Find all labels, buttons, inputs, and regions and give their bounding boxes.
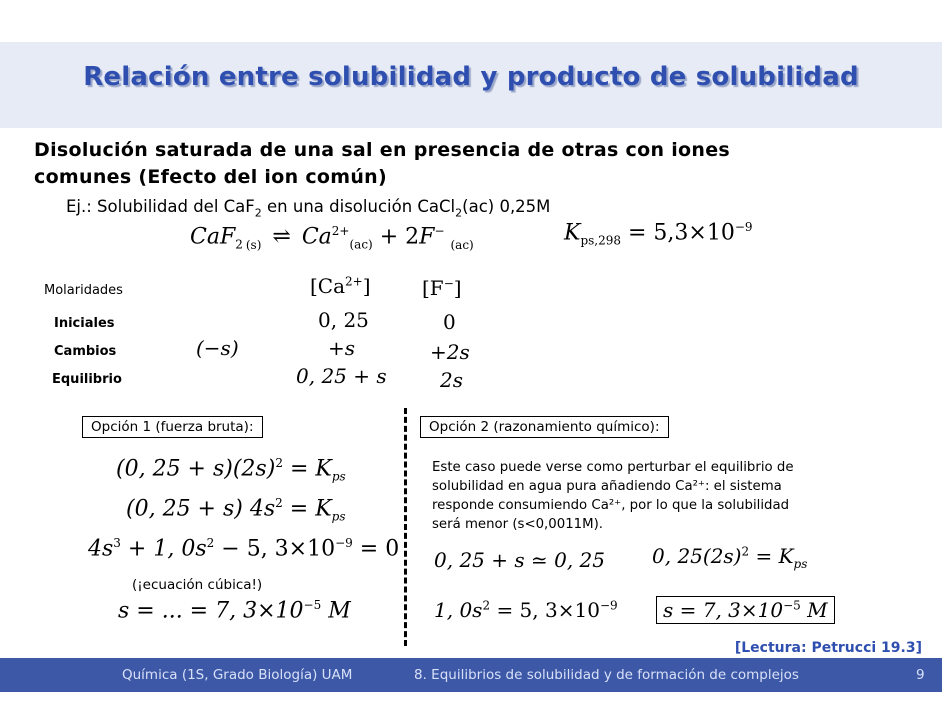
- eq-product-2: F: [419, 224, 435, 250]
- eq-product-1: Ca: [301, 224, 332, 250]
- opt2-eq-b-exp: 2: [482, 598, 491, 613]
- option-2-paragraph: [432, 458, 902, 534]
- footer-course: Química (1S, Grado Biología) UAM: [122, 667, 353, 683]
- example-sub-2: 2: [455, 206, 463, 220]
- opt2-result-unit: M: [807, 598, 828, 622]
- row-label-iniciales: Iniciales: [54, 316, 115, 331]
- row-cambios-solid: (−s): [196, 336, 239, 360]
- eq-product-2-state: (ac): [450, 237, 474, 252]
- opt1-eq1-lhs: (0, 25 + s)(2s): [116, 456, 276, 482]
- col-f-text: [F: [422, 276, 444, 300]
- intro-text: [34, 137, 730, 191]
- eq-product-1-charge: 2+: [331, 224, 350, 238]
- col-ca-text: [Ca: [310, 274, 346, 298]
- opt2-eq-a-lhs: 0, 25(2s): [652, 544, 742, 568]
- intro-line-2: comunes (Efecto del ion común): [34, 166, 387, 188]
- cubic-note: (¡ecuación cúbica!): [132, 577, 263, 593]
- equilibrium-arrow: ⇌: [272, 224, 291, 250]
- option-1-label: Opción 1 (fuerza bruta):: [82, 416, 263, 438]
- opt2-result-exp: −5: [783, 598, 801, 613]
- opt1-eq2-lhs: (0, 25 + s) 4s: [126, 496, 276, 522]
- footer-topic: 8. Equilibrios de solubilidad y de formación de complejos: [414, 667, 799, 683]
- intro-line-1: Disolución saturada de una sal en presencia de otras con iones: [34, 139, 730, 161]
- ksp-exp: −9: [734, 220, 753, 234]
- col-ca-charge: 2+: [345, 274, 363, 289]
- opt1-eq3-d: = 0: [352, 536, 400, 562]
- opt1-eq1-exp: 2: [275, 456, 283, 470]
- opt1-eq3-c-exp: −9: [335, 536, 353, 550]
- opt1-result-text: s = ... = 7, 3×10: [118, 598, 304, 624]
- opt2-eq-a-sub: ps: [793, 557, 808, 571]
- option-2-eq-b: [434, 598, 618, 622]
- equilibrium-equation: [190, 224, 474, 252]
- footer-bar: [0, 658, 942, 692]
- ksp-value: = 5,3×10: [628, 220, 735, 246]
- column-divider: [404, 408, 407, 646]
- example-prefix: Ej.: Solubilidad del CaF: [66, 197, 255, 216]
- opt1-eq3-c: − 5, 3×10: [214, 536, 336, 562]
- opt1-eq1-sub: ps: [331, 469, 346, 484]
- eq-product-2-charge: −: [434, 224, 445, 238]
- option-2-eq-a: [652, 544, 807, 571]
- row-cambios-f: +2s: [430, 340, 470, 364]
- opt2-result-text: s = 7, 3×10: [663, 598, 784, 622]
- opt2-eq-b-rhs: = 5, 3×10: [496, 598, 600, 622]
- footer-page-number: 9: [916, 667, 925, 683]
- example-suffix: (ac) 0,25M: [462, 197, 551, 216]
- opt1-eq2-exp: 2: [275, 496, 283, 510]
- eq-product-1-state: (ac): [349, 237, 373, 252]
- opt1-result-unit: M: [328, 598, 351, 624]
- example-sub-1: 2: [254, 206, 262, 220]
- eq-plus-coef: + 2: [379, 224, 420, 250]
- row-equilibrio-ca: 0, 25 + s: [296, 364, 387, 388]
- row-cambios-ca: +s: [328, 336, 356, 360]
- example-line: [66, 197, 550, 219]
- para-line-1: Este caso puede verse como perturbar el equilibrio de: [432, 460, 794, 475]
- option-1-eq-1: [116, 456, 346, 484]
- row-label-equilibrio: Equilibrio: [52, 372, 122, 387]
- eq-reactant-state: (s): [245, 237, 262, 252]
- para-line-3: responde consumiendo Ca²⁺, por lo que la solubilidad: [432, 498, 790, 513]
- table-col-ca: [310, 274, 371, 298]
- opt1-eq3-b-exp: 2: [206, 536, 215, 550]
- reading-reference: [Lectura: Petrucci 19.3]: [734, 640, 922, 656]
- ksp-symbol: K: [564, 220, 581, 246]
- opt1-eq1-rhs: = K: [289, 456, 332, 482]
- opt1-eq3-a-exp: 3: [113, 536, 121, 550]
- slide-title: Relación entre solubilidad y producto de solubilidad: [83, 62, 859, 92]
- row-equilibrio-f: 2s: [440, 368, 463, 392]
- ksp-sub: ps,298: [580, 233, 621, 248]
- eq-reactant: CaF: [190, 224, 236, 250]
- row-label-cambios: Cambios: [54, 344, 117, 359]
- opt2-eq-a-rhs: = K: [755, 544, 794, 568]
- col-f-charge: −: [443, 276, 454, 291]
- option-2-label: Opción 2 (razonamiento químico):: [420, 416, 669, 438]
- option-2-approx: 0, 25 + s ≃ 0, 25: [434, 548, 605, 572]
- opt2-eq-b-lhs: 1, 0s: [434, 598, 483, 622]
- option-2-result-box: [656, 596, 835, 624]
- ksp-expression: [564, 220, 753, 248]
- opt1-result-exp: −5: [303, 598, 322, 612]
- col-f-close: ]: [453, 276, 462, 300]
- opt1-eq3-b: + 1, 0s: [120, 536, 207, 562]
- table-col-f: [422, 276, 462, 300]
- option-1-eq-3: [88, 536, 399, 561]
- opt1-eq3-a: 4s: [88, 536, 114, 562]
- row-iniciales-f: 0: [443, 310, 456, 334]
- para-line-2: solubilidad en agua pura añadiendo Ca²⁺: el sistema: [432, 479, 782, 494]
- opt1-eq2-rhs: = K: [289, 496, 332, 522]
- opt2-eq-b-rhs-exp: −9: [599, 598, 618, 613]
- option-1-eq-2: [126, 496, 346, 524]
- table-header-label: Molaridades: [44, 283, 123, 298]
- example-middle: en una disolución CaCl: [261, 197, 456, 216]
- option-1-result: [118, 598, 351, 623]
- eq-reactant-sub: 2: [235, 237, 243, 252]
- opt2-eq-a-exp: 2: [741, 544, 750, 559]
- para-line-4: será menor (s<0,0011M).: [432, 517, 604, 532]
- opt1-eq2-sub: ps: [331, 509, 346, 524]
- col-ca-close: ]: [362, 274, 371, 298]
- row-iniciales-ca: 0, 25: [318, 308, 369, 332]
